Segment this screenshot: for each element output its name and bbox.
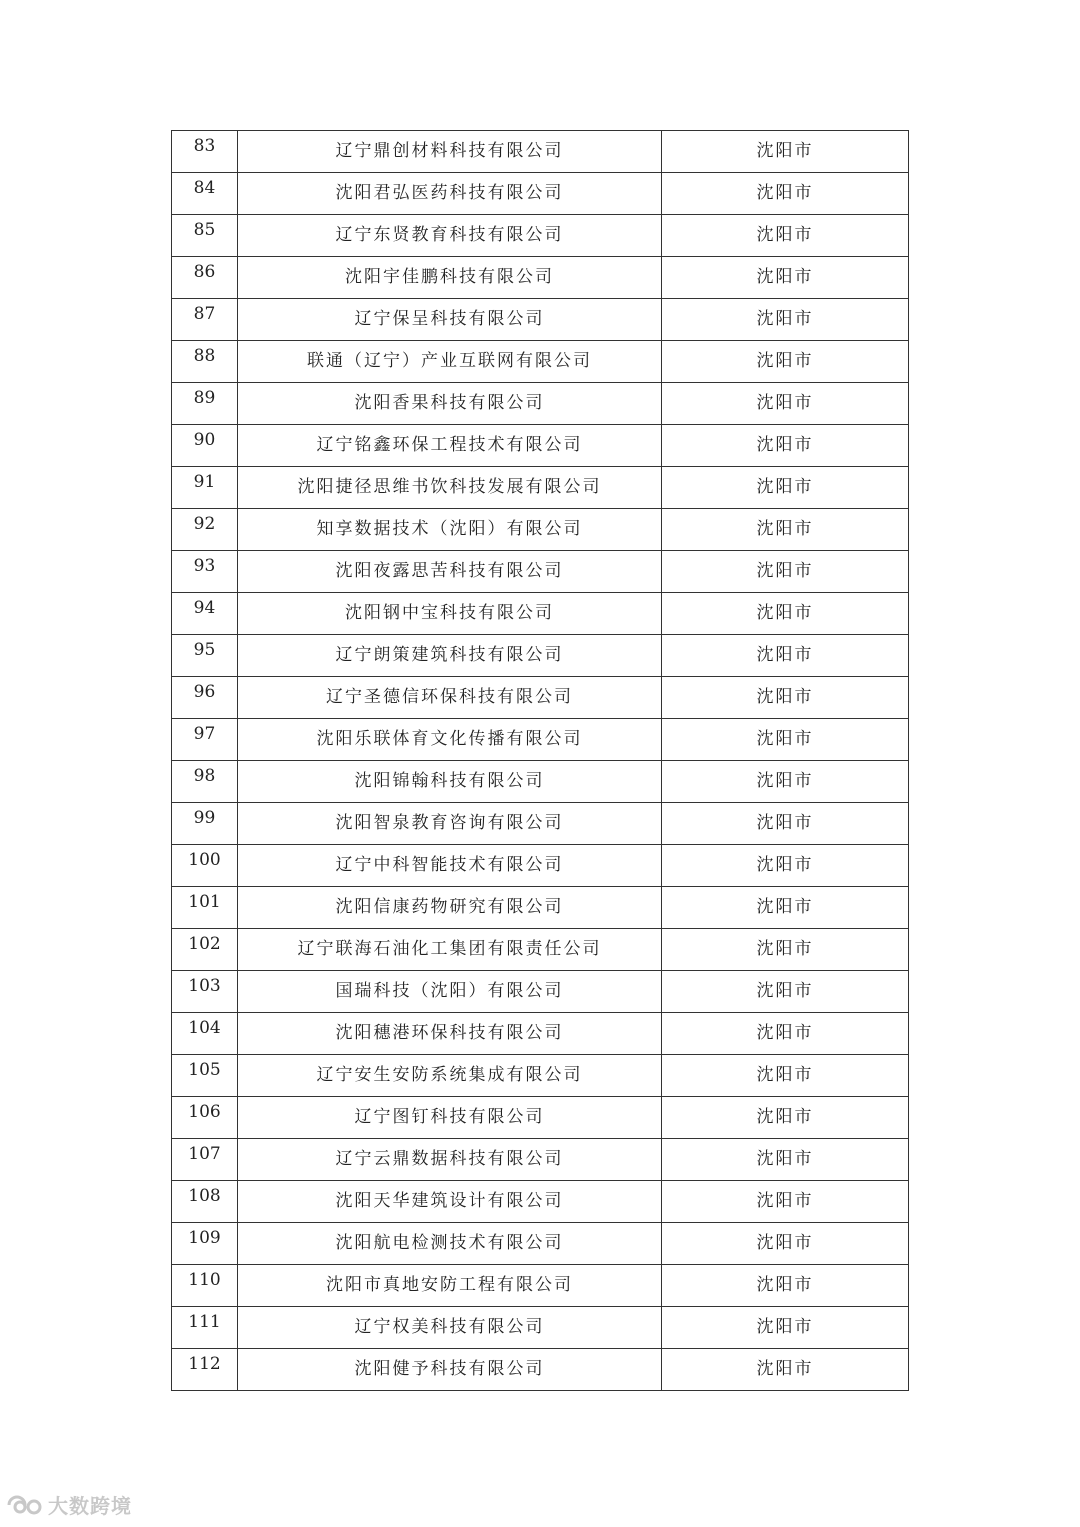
- table-row: [172, 215, 909, 257]
- city-name: 沈阳市: [662, 1013, 909, 1055]
- row-index: 90: [172, 425, 238, 467]
- company-name: 沈阳航电检测技术有限公司: [238, 1223, 662, 1265]
- row-index: 112: [172, 1349, 238, 1391]
- city-name: 沈阳市: [662, 677, 909, 719]
- row-index: 83: [172, 131, 238, 173]
- watermark: [6, 1490, 132, 1519]
- table-row: [172, 131, 909, 173]
- city-name: 沈阳市: [662, 299, 909, 341]
- company-name: 沈阳宇佳鹏科技有限公司: [238, 257, 662, 299]
- row-index: 91: [172, 467, 238, 509]
- row-index: 102: [172, 929, 238, 971]
- table-row: [172, 551, 909, 593]
- row-index: 106: [172, 1097, 238, 1139]
- row-index: 85: [172, 215, 238, 257]
- row-index: 107: [172, 1139, 238, 1181]
- row-index: 99: [172, 803, 238, 845]
- city-name: 沈阳市: [662, 761, 909, 803]
- company-name: 沈阳捷径思维书饮科技发展有限公司: [238, 467, 662, 509]
- company-name: 沈阳钢中宝科技有限公司: [238, 593, 662, 635]
- city-name: 沈阳市: [662, 1055, 909, 1097]
- company-name: 辽宁联海石油化工集团有限责任公司: [238, 929, 662, 971]
- city-name: 沈阳市: [662, 425, 909, 467]
- row-index: 93: [172, 551, 238, 593]
- city-name: 沈阳市: [662, 551, 909, 593]
- city-name: 沈阳市: [662, 131, 909, 173]
- row-index: 88: [172, 341, 238, 383]
- row-index: 110: [172, 1265, 238, 1307]
- city-name: 沈阳市: [662, 341, 909, 383]
- row-index: 100: [172, 845, 238, 887]
- company-name: 沈阳智泉教育咨询有限公司: [238, 803, 662, 845]
- table-row: [172, 467, 909, 509]
- table-row: [172, 1265, 909, 1307]
- table-row: [172, 383, 909, 425]
- company-name: 辽宁鼎创材料科技有限公司: [238, 131, 662, 173]
- row-index: 84: [172, 173, 238, 215]
- table-row: [172, 425, 909, 467]
- row-index: 98: [172, 761, 238, 803]
- city-name: 沈阳市: [662, 635, 909, 677]
- table-row: [172, 719, 909, 761]
- table-row: [172, 341, 909, 383]
- company-name: 沈阳天华建筑设计有限公司: [238, 1181, 662, 1223]
- row-index: 92: [172, 509, 238, 551]
- table-row: [172, 803, 909, 845]
- company-name: 辽宁朗策建筑科技有限公司: [238, 635, 662, 677]
- table-row: [172, 971, 909, 1013]
- row-index: 105: [172, 1055, 238, 1097]
- company-name: 沈阳健予科技有限公司: [238, 1349, 662, 1391]
- table-row: [172, 761, 909, 803]
- company-name: 沈阳香果科技有限公司: [238, 383, 662, 425]
- company-name: 辽宁铭鑫环保工程技术有限公司: [238, 425, 662, 467]
- city-name: 沈阳市: [662, 1349, 909, 1391]
- table-row: [172, 1055, 909, 1097]
- city-name: 沈阳市: [662, 1223, 909, 1265]
- company-name: 辽宁云鼎数据科技有限公司: [238, 1139, 662, 1181]
- table-row: [172, 1097, 909, 1139]
- company-list-table: [171, 130, 909, 1391]
- row-index: 103: [172, 971, 238, 1013]
- city-name: 沈阳市: [662, 467, 909, 509]
- row-index: 104: [172, 1013, 238, 1055]
- company-name: 沈阳锦翰科技有限公司: [238, 761, 662, 803]
- city-name: 沈阳市: [662, 845, 909, 887]
- row-index: 97: [172, 719, 238, 761]
- company-name: 联通（辽宁）产业互联网有限公司: [238, 341, 662, 383]
- company-name: 辽宁安生安防系统集成有限公司: [238, 1055, 662, 1097]
- table-row: [172, 257, 909, 299]
- table-row: [172, 509, 909, 551]
- table-row: [172, 1349, 909, 1391]
- row-index: 89: [172, 383, 238, 425]
- company-name: 沈阳市真地安防工程有限公司: [238, 1265, 662, 1307]
- table-row: [172, 1223, 909, 1265]
- city-name: 沈阳市: [662, 1181, 909, 1223]
- row-index: 108: [172, 1181, 238, 1223]
- company-name: 沈阳乐联体育文化传播有限公司: [238, 719, 662, 761]
- city-name: 沈阳市: [662, 1139, 909, 1181]
- city-name: 沈阳市: [662, 173, 909, 215]
- table-row: [172, 173, 909, 215]
- table-row: [172, 1307, 909, 1349]
- table-row: [172, 677, 909, 719]
- table-row: [172, 1181, 909, 1223]
- city-name: 沈阳市: [662, 803, 909, 845]
- city-name: 沈阳市: [662, 929, 909, 971]
- table-row: [172, 635, 909, 677]
- logo-icon: [6, 1494, 44, 1516]
- table-row: [172, 845, 909, 887]
- table-row: [172, 299, 909, 341]
- company-name: 沈阳君弘医药科技有限公司: [238, 173, 662, 215]
- company-name: 辽宁保呈科技有限公司: [238, 299, 662, 341]
- table-row: [172, 1013, 909, 1055]
- table-row: [172, 887, 909, 929]
- table-body: [172, 131, 909, 1391]
- row-index: 95: [172, 635, 238, 677]
- city-name: 沈阳市: [662, 1265, 909, 1307]
- table-row: [172, 593, 909, 635]
- company-name: 辽宁中科智能技术有限公司: [238, 845, 662, 887]
- city-name: 沈阳市: [662, 257, 909, 299]
- row-index: 111: [172, 1307, 238, 1349]
- watermark-text: 大数跨境: [48, 1494, 132, 1518]
- company-name: 辽宁东贤教育科技有限公司: [238, 215, 662, 257]
- company-name: 沈阳穗港环保科技有限公司: [238, 1013, 662, 1055]
- company-name: 辽宁权美科技有限公司: [238, 1307, 662, 1349]
- row-index: 87: [172, 299, 238, 341]
- table-row: [172, 929, 909, 971]
- city-name: 沈阳市: [662, 215, 909, 257]
- city-name: 沈阳市: [662, 383, 909, 425]
- table-row: [172, 1139, 909, 1181]
- row-index: 101: [172, 887, 238, 929]
- company-name: 辽宁圣德信环保科技有限公司: [238, 677, 662, 719]
- company-name: 辽宁图钉科技有限公司: [238, 1097, 662, 1139]
- company-name: 国瑞科技（沈阳）有限公司: [238, 971, 662, 1013]
- row-index: 96: [172, 677, 238, 719]
- city-name: 沈阳市: [662, 1307, 909, 1349]
- company-name: 沈阳信康药物研究有限公司: [238, 887, 662, 929]
- city-name: 沈阳市: [662, 593, 909, 635]
- city-name: 沈阳市: [662, 719, 909, 761]
- row-index: 109: [172, 1223, 238, 1265]
- company-name: 沈阳夜露思苦科技有限公司: [238, 551, 662, 593]
- city-name: 沈阳市: [662, 887, 909, 929]
- row-index: 94: [172, 593, 238, 635]
- city-name: 沈阳市: [662, 1097, 909, 1139]
- city-name: 沈阳市: [662, 509, 909, 551]
- row-index: 86: [172, 257, 238, 299]
- city-name: 沈阳市: [662, 971, 909, 1013]
- company-name: 知享数据技术（沈阳）有限公司: [238, 509, 662, 551]
